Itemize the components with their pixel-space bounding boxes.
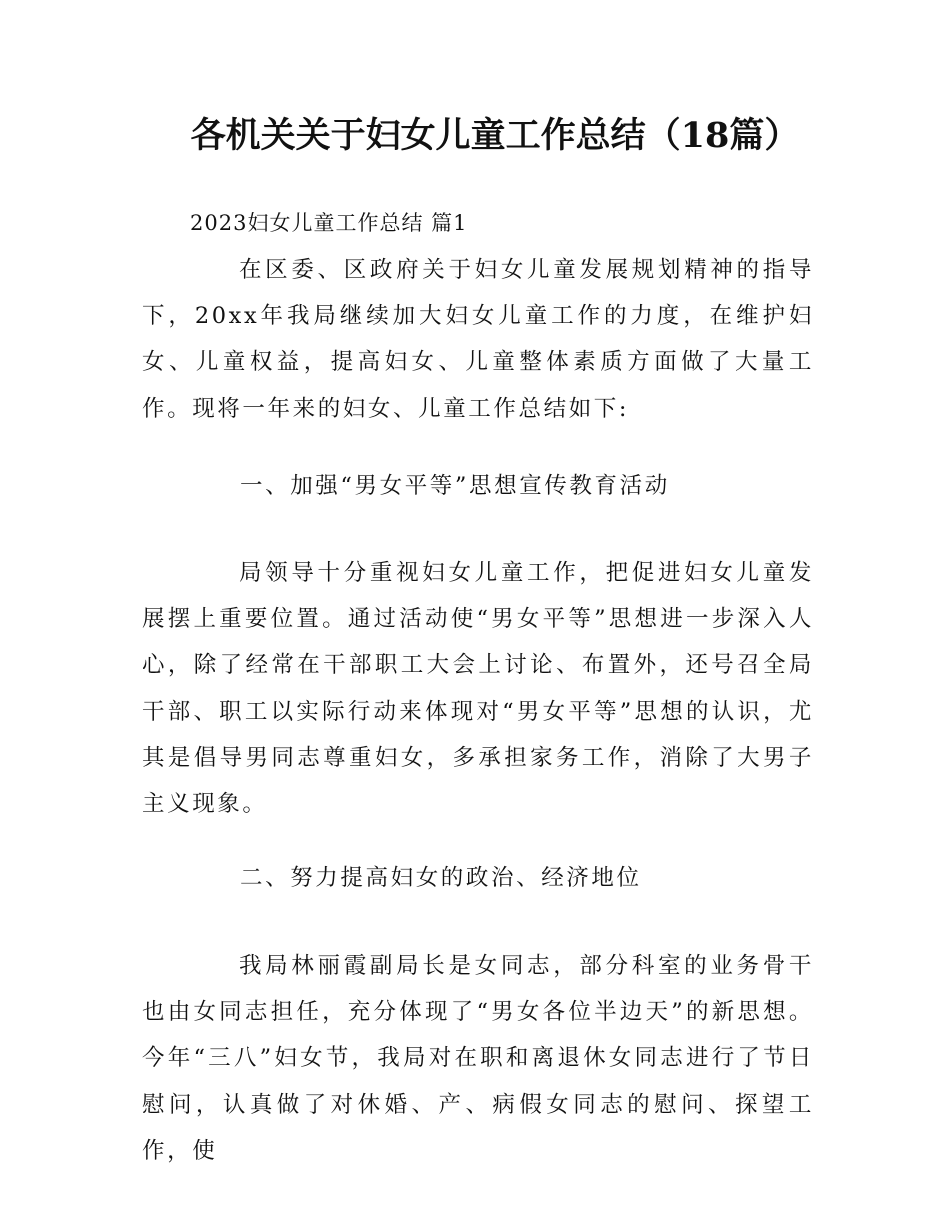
section-heading-1: 一、加强“男女平等”思想宣传教育活动 — [240, 473, 670, 499]
paragraph-equality: 局领导十分重视妇女儿童工作，把促进妇女儿童发展摆上重要位置。通过活动使“男女平等”思想进一步深入人心，除了经常在干部职工大会上讨论、布置外，还号召全局干部、职工以实际行动来体现对“男女平等”思想的认识，尤其是倡导男同志尊重妇女，多承担家务工作，消除了大男子主义现象。 — [142, 560, 814, 818]
section-heading-2: 二、努力提高妇女的政治、经济地位 — [240, 865, 642, 891]
section-subtitle: 2023妇女儿童工作总结 篇1 — [190, 211, 468, 235]
document-title: 各机关关于妇女儿童工作总结（18篇） — [190, 115, 800, 156]
paragraph-status: 我局林丽霞副局长是女同志，部分科室的业务骨干也由女同志担任，充分体现了“男女各位半边天”的新思想。今年“三八”妇女节，我局对在职和离退休女同志进行了节日慰问，认真做了对休婚、产、病假女同志的慰问、探望工作，使 — [142, 953, 814, 1164]
paragraph-intro: 在区委、区政府关于妇女儿童发展规划精神的指导下，20xx年我局继续加大妇女儿童工作的力度，在维护妇女、儿童权益，提高妇女、儿童整体素质方面做了大量工作。现将一年来的妇女、儿童工作总结如下: — [142, 257, 814, 422]
